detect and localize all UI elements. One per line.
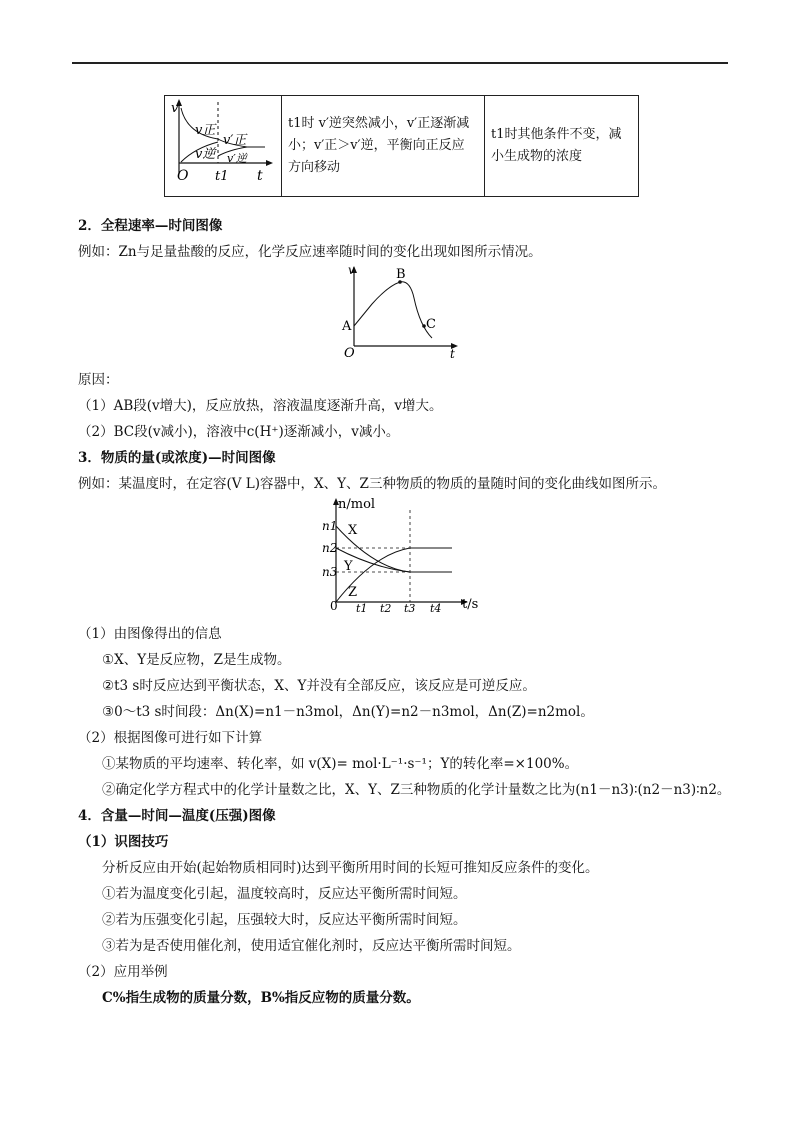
section-4-p2: ①若为温度变化引起，温度较高时，反应达平衡所需时间短。 [102, 886, 467, 902]
svg-text:A: A [342, 319, 352, 334]
x-tick: t4 [430, 602, 442, 614]
section-4-heading: 4．含量—时间—温度(压强)图像 [78, 808, 276, 824]
reason-title: 原因： [78, 372, 119, 388]
calc-title: （2）根据图像可进行如下计算 [78, 730, 263, 746]
header-rule [72, 62, 728, 64]
y-tick: n2 [322, 541, 338, 555]
description-cell [282, 96, 485, 197]
reason-2: （2）BC段(v减小)，溶液中c(H⁺)逐渐减小，v减小。 [78, 424, 400, 440]
description-line: 方向移动 [288, 160, 341, 175]
calc-1: ①某物质的平均速率、转化率，如 v(X)= mol·L⁻¹·s⁻¹；Y的转化率=×100%。 [102, 756, 579, 772]
info-2: ②t3 s时反应达到平衡状态，X、Y并没有全部反应，该反应是可逆反应。 [102, 678, 536, 694]
section-2-example: 例如：Zn与足量盐酸的反应，化学反应速率随时间的变化出现如图所示情况。 [78, 244, 542, 260]
graph-cell [165, 96, 282, 197]
description-line: 小；v′正＞v′逆，平衡向正反应 [288, 138, 465, 153]
svg-text:v: v [171, 101, 179, 116]
zn-rate-graph [336, 262, 466, 362]
x-tick: t2 [380, 602, 392, 614]
curve-label: Y [344, 559, 353, 574]
table-row [165, 96, 639, 197]
condition-line: 小生成物的浓度 [491, 149, 583, 164]
section-3-heading: 3．物质的量(或浓度)—时间图像 [78, 450, 276, 466]
section-4-sub1: （1）识图技巧 [78, 834, 169, 850]
description-line: t1时 v′逆突然减小，v′正逐渐减 [288, 116, 470, 131]
section-4-p4: ③若为是否使用催化剂，使用适宜催化剂时，反应达平衡所需时间短。 [102, 938, 521, 954]
y-tick: n1 [322, 519, 338, 533]
curve-label: X [348, 523, 358, 538]
svg-text:v′正: v′正 [223, 133, 247, 148]
svg-text:O: O [177, 168, 189, 184]
x-tick: t1 [356, 602, 368, 614]
svg-text:t: t [257, 168, 263, 184]
origin-label: 0 [330, 599, 338, 613]
svg-text:O: O [344, 346, 355, 361]
svg-text:v逆: v逆 [195, 147, 216, 162]
info-1: ①X、Y是反应物，Z是生成物。 [102, 652, 291, 668]
section-4-p1: 分析反应由开始(起始物质相同时)达到平衡所用时间的长短可推知反应条件的变化。 [102, 860, 599, 876]
svg-text:v′逆: v′逆 [227, 152, 247, 165]
info-3: ③0～t3 s时间段：Δn(X)=n1－n3mol，Δn(Y)=n2－n3mol，Δn(Z)=n2mol。 [102, 704, 594, 720]
rate-time-graph [165, 96, 281, 188]
reason-1: （1）AB段(v增大)，反应放热，溶液温度逐渐升高，v增大。 [78, 398, 443, 414]
amount-time-graph [314, 492, 484, 614]
svg-text:t: t [450, 347, 455, 361]
rate-change-table [164, 95, 639, 197]
svg-text:C: C [426, 317, 436, 332]
curve-label: Z [348, 585, 358, 600]
x-tick: t3 [404, 602, 416, 614]
condition-line: t1时其他条件不变，减 [491, 127, 622, 142]
section-4-p3: ②若为压强变化引起，压强较大时，反应达平衡所需时间短。 [102, 912, 467, 928]
info-title: （1）由图像得出的信息 [78, 626, 222, 642]
calc-2: ②确定化学方程式中的化学计量数之比，X、Y、Z三种物质的化学计量数之比为(n1－n3)∶(n2－n3)∶n2。 [102, 782, 731, 798]
section-4-sub2: （2）应用举例 [78, 964, 168, 980]
section-3-example: 例如：某温度时，在定容(V L)容器中，X、Y、Z三种物质的物质的量随时间的变化曲线如图所示。 [78, 476, 666, 492]
svg-text:B: B [396, 267, 406, 282]
section-2-heading: 2．全程速率—时间图像 [78, 218, 223, 234]
svg-text:v正: v正 [195, 123, 216, 138]
y-axis-label: n/mol [338, 497, 376, 512]
y-tick: n3 [322, 565, 338, 579]
svg-text:v: v [348, 263, 355, 277]
condition-cell [485, 96, 639, 197]
x-axis-label: t/s [462, 597, 479, 612]
section-4-p5: C%指生成物的质量分数，B%指反应物的质量分数。 [102, 990, 420, 1006]
svg-text:t1: t1 [215, 169, 229, 184]
